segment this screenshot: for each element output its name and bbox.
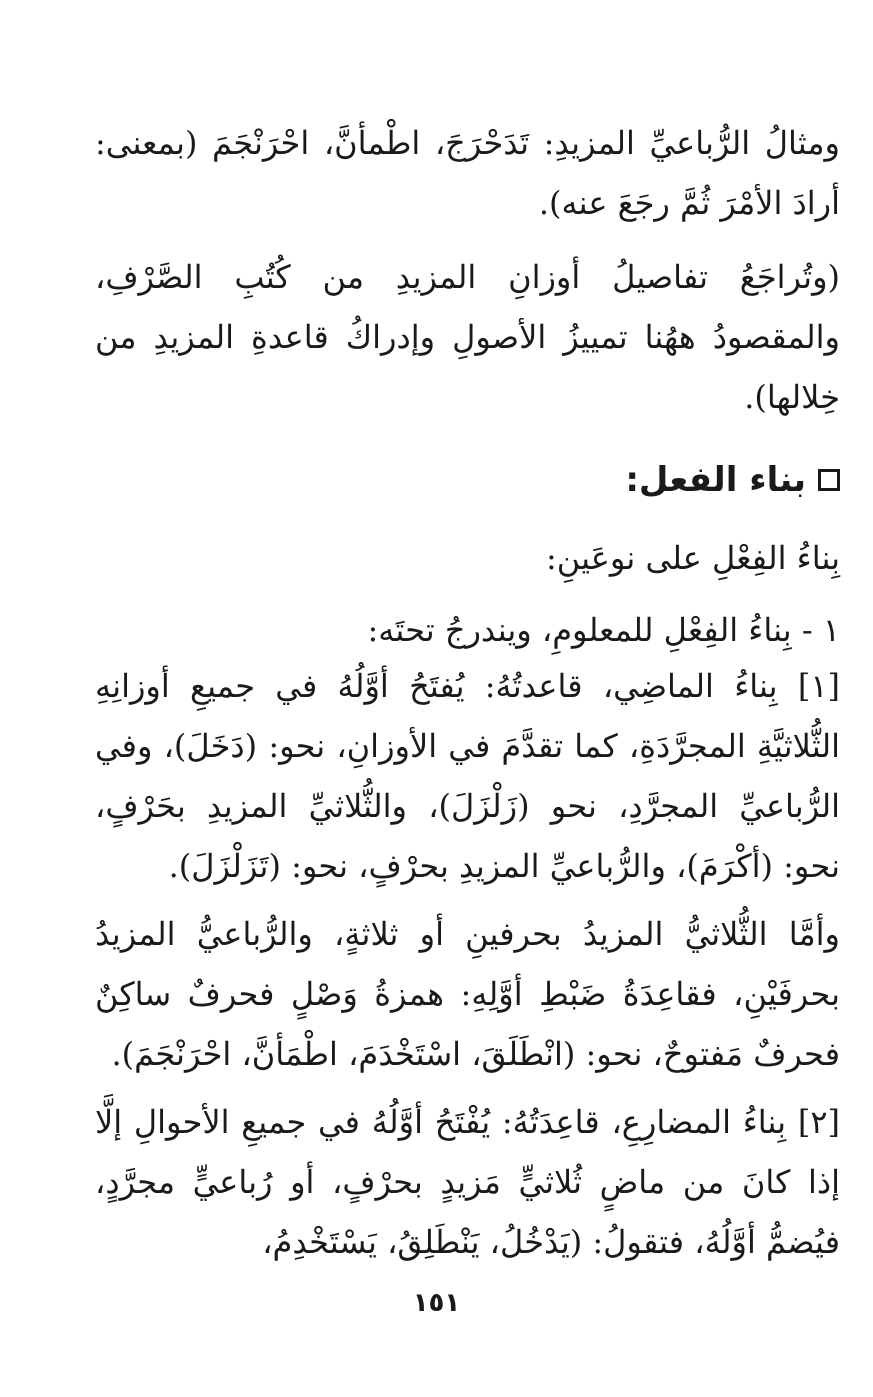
paragraph-present-tense-rule: [٢] بِناءُ المضارِعِ، قاعِدَتُهُ: يُفْتَحُ أوَّلُهُ في جميعِ الأحوالِ إلَّا إذا كانَ من ماضٍ ثُلاثيٍّ مَزيدٍ بحرْفٍ، أو رُباعيٍّ مجرَّدٍ، فيُضمُّ أوَّلُهُ، فتقولُ: (يَدْخُلُ، يَنْطَلِقُ، يَسْتَخْدِمُ، <box>95 1103 840 1261</box>
section-heading-text: بناء الفعل: <box>625 460 806 500</box>
page-number: ١٥١ <box>412 1288 461 1318</box>
paragraph-ruba-i-mazid-example: ومثالُ الرُّباعيِّ المزيدِ: تَدَحْرَجَ، اطْمأنَّ، احْرَنْجَمَ (بمعنى: أرادَ الأمْرَ ثُمَّ رجَعَ عنه). <box>95 124 840 222</box>
paragraph-past-tense-rule: [١] بِناءُ الماضِي، قاعدتُهُ: يُفتَحُ أوَّلُهُ في جميعِ أوزانِهِ الثُّلاثيَّةِ المجرَّدَةِ، كما تقدَّمَ في الأوزانِ، نحو: (دَخَلَ)، وفي الرُّباعيِّ المجرَّدِ، نحو (زَلْزَلَ)، والثُّلاثيِّ المزيدِ بحَرْفٍ، نحو: (أكْرَمَ)، والرُّباعيِّ المزيدِ بحرْفٍ، نحو: (تَزَلْزَلَ). <box>95 667 840 885</box>
paragraph-review-note: (وتُراجَعُ تفاصيلُ أوزانِ المزيدِ من كُتُبِ الصَّرْفِ، والمقصودُ ههُنا تمييزُ الأصولِ وإدراكُ قاعدةِ المزيدِ من خِلالها). <box>95 258 840 416</box>
paragraph-augmented-forms: وأمَّا الثُّلاثيُّ المزيدُ بحرفينِ أو ثلاثةٍ، والرُّباعيُّ المزيدُ بحرفَيْنِ، فقاعِدَةُ ضَبْطِ أوَّلِهِ: همزةُ وَصْلٍ فحرفٌ ساكِنٌ فحرفٌ مَفتوحٌ، نحو: (انْطَلَقَ، اسْتَخْدَمَ، اطْمَأنَّ، احْرَنْجَمَ). <box>95 915 841 1073</box>
square-bullet-icon <box>818 469 840 491</box>
section-heading <box>625 455 840 505</box>
paragraph-two-types: بِناءُ الفِعْلِ على نوعَينِ: <box>545 539 840 577</box>
paragraph-active-voice: ١ - بِناءُ الفِعْلِ للمعلومِ، ويندرجُ تحتَه: <box>367 611 840 649</box>
